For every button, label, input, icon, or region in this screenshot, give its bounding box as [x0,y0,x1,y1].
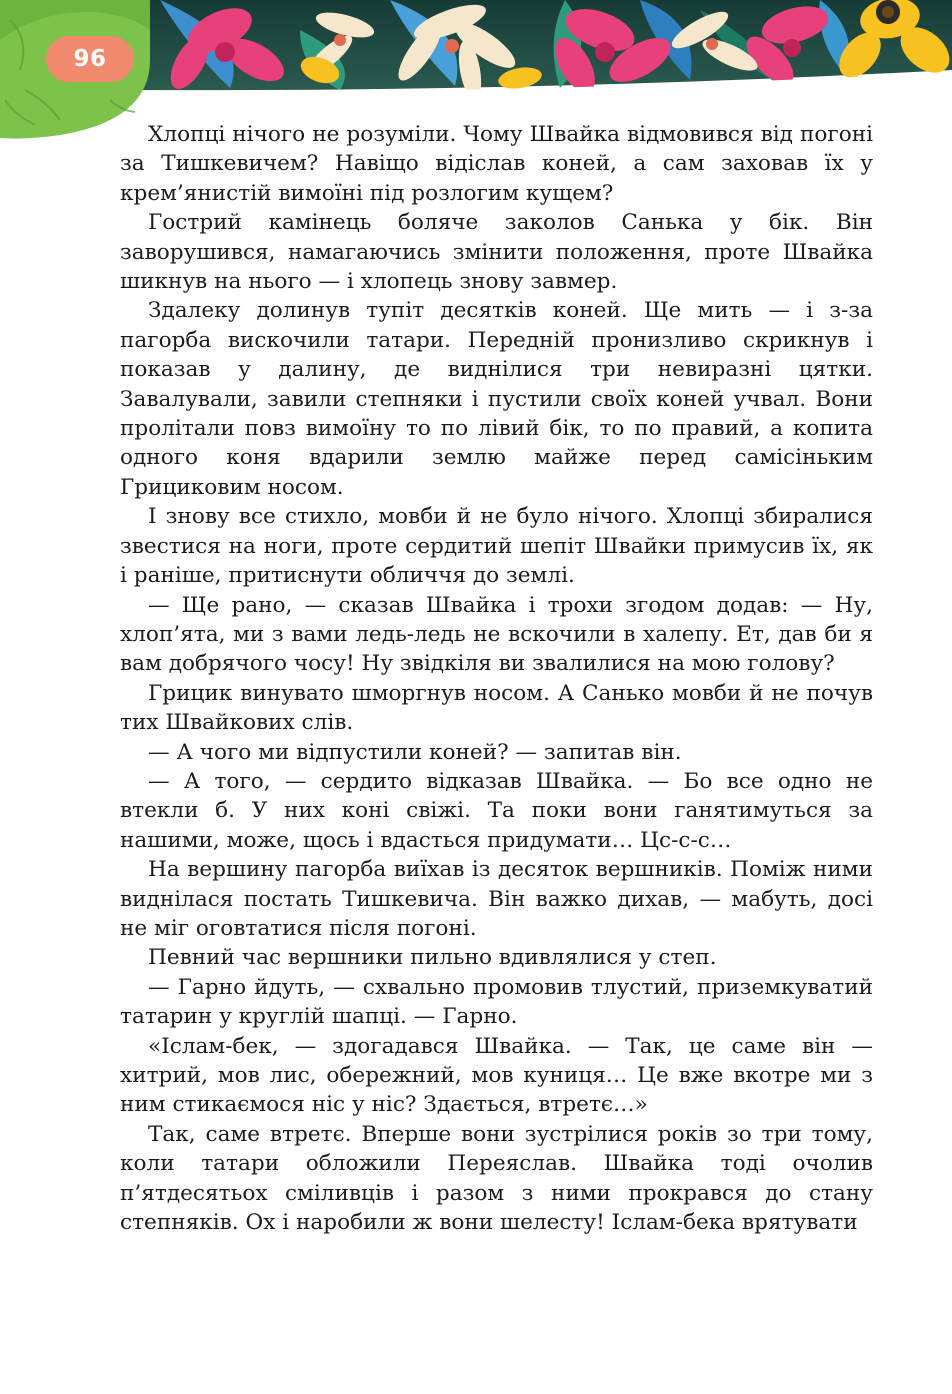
paragraph: Так, саме втретє. Вперше вони зустрілися років зо три тому, коли татари обложили Переяслав. Швайка тоді очолив п’ятдесятьох сміливців і разом з ними прокрався до стану степняків. Ох і наробили ж вони шелесту! Іслам-бека врятувати [120,1121,873,1236]
paragraph: Грицик винувато шморгнув носом. А Санько мовби й не почув тих Швайкових слів. [120,680,873,736]
story-text [120,120,873,1237]
paragraph: — Ще рано, — сказав Швайка і трохи згодом додав: — Ну, хлоп’ята, ми з вами ледь-ледь не вскочили в халепу. Ет, дав би я вам добрячого чосу! Ну звідкіля ви звалилися на мою голову? [120,592,873,677]
page-number: 96 [46,36,134,82]
paragraph: Гострий камінець боляче заколов Санька у бік. Він заворушився, намагаючись змінити положення, проте Швайка шикнув на нього — і хлопець знову завмер. [120,210,873,295]
paragraph: Певний час вершники пильно вдивлялися у степ. [148,945,717,971]
paragraph: Хлопці нічого не розуміли. Чому Швайка відмовився від погоні за Тишкевичем? Навіщо відіслав коней, а сам заховав їх у крем’янистій вимоїні під розлогим кущем? [120,122,873,206]
paragraph: — А того, — сердито відказав Швайка. — Бо все одно не втекли б. У них коні свіжі. Та поки вони ганятимуться за нашими, може, щось і вдасться придумати… Цс-с-с… [120,768,873,853]
paragraph: Здалеку долинув тупіт десятків коней. Ще мить — і з-за пагорба вискочили татари. Передній пронизливо скрикнув і показав у далину, де виднілися три невиразні цятки. Завалували, завили степняки і пустили своїх коней учвал. Вони пролітали повз вимоїну то по лівий бік, то по правий, а копита одного коня вдарили землю майже перед самісіньким Грициковим носом. [120,298,873,500]
paragraph: І знову все стихло, мовби й не було нічого. Хлопці збиралися звестися на ноги, проте сердитий шепіт Швайки примусив їх, як і раніше, притиснути обличчя до землі. [120,504,873,589]
paragraph: На вершину пагорба виїхав із десяток вершників. Поміж ними виднілася постать Тишкевича. Він важко дихав, — мабуть, досі не міг оговтатися після погоні. [120,857,873,941]
paragraph: — Гарно йдуть, — схвально промовив тлустий, приземкуватий татарин у круглій шапці. — Гарно. [120,974,873,1030]
paragraph: — А чого ми відпустили коней? — запитав він. [148,739,682,765]
flower-banner-illustration [0,0,952,140]
paragraph: «Іслам-бек, — здогадався Швайка. — Так, це саме він — хитрий, мов лис, обережний, мов куниця… Це вже вкотре ми з ним стикаємося ніс у ніс? Здається, втретє…» [120,1033,873,1118]
